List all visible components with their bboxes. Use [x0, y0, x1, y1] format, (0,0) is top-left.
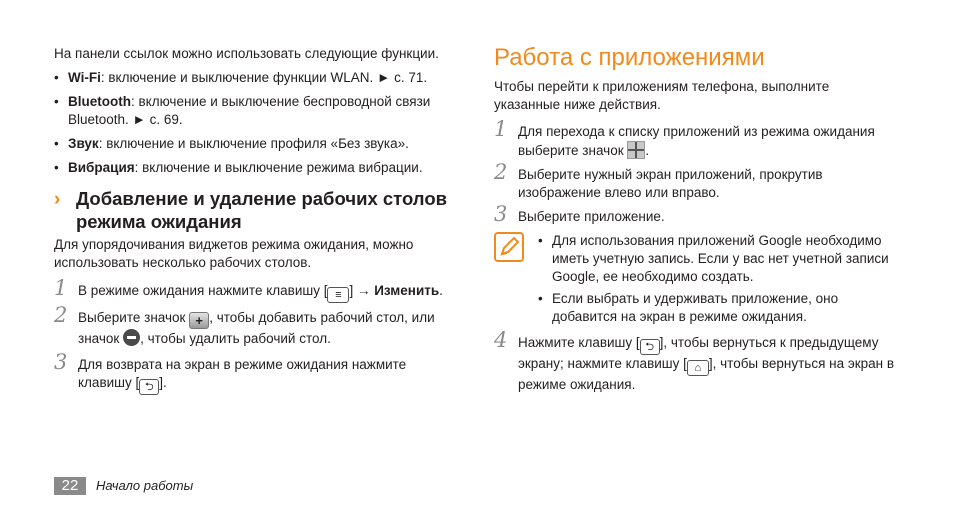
- list-item: [54, 135, 459, 153]
- menu-key-icon: ≡: [327, 287, 349, 303]
- left-intro: На панели ссылок можно использовать следующие функции.: [54, 46, 439, 61]
- term: Wi-Fi: [68, 70, 101, 85]
- description: : включение и выключение функции WLAN. ► с. 71.: [100, 70, 428, 85]
- section-heading: [54, 187, 459, 233]
- right-step-4: [494, 328, 904, 394]
- term: Bluetooth: [68, 94, 131, 109]
- step-2: [494, 160, 899, 202]
- step-text: Для перехода к списку приложений из режима ожидания выберите значок: [518, 124, 875, 158]
- step-number: 3: [54, 350, 68, 374]
- list-item: [54, 69, 459, 87]
- step-text: ].: [159, 375, 167, 390]
- step-text: .: [439, 283, 443, 298]
- right-steps-1-3: [494, 117, 899, 226]
- pencil-icon: [496, 234, 522, 260]
- note-icon: [494, 232, 524, 262]
- step-text: .: [645, 143, 650, 158]
- apps-grid-icon: [627, 141, 645, 159]
- step-4: [494, 328, 904, 394]
- step-text: Выберите значок: [78, 310, 190, 325]
- step-text: Нажмите клавишу [: [518, 335, 640, 350]
- add-desktop-icon: +: [189, 312, 209, 329]
- footer-section: Начало работы: [96, 478, 194, 493]
- right-intro: Чтобы перейти к приложениям телефона, выполните указанные ниже действия.: [494, 79, 830, 112]
- edit-option: Изменить: [374, 283, 440, 298]
- page-number: 22: [54, 477, 86, 495]
- list-item: • Для использования приложений Google необходимо иметь учетную запись. Если у вас нет учетной записи Google, ее необходимо создать.: [538, 232, 904, 286]
- section-intro: Для упорядочивания виджетов режима ожидания, можно использовать несколько рабочих столов.: [54, 237, 414, 270]
- step-text: ], чтобы вернуться к предыдущему экрану; нажмите клавишу [: [518, 335, 879, 371]
- step-1: [54, 276, 459, 303]
- step-2: [54, 303, 459, 348]
- step-3: [494, 202, 899, 226]
- remove-desktop-icon: [123, 329, 140, 346]
- step-number: 2: [494, 160, 508, 184]
- page-footer: [54, 477, 193, 495]
- step-text: ], чтобы вернуться на экран в режиме ожидания.: [518, 356, 895, 392]
- step-text: ] →: [349, 283, 375, 298]
- back-key-icon: ⮌: [139, 379, 159, 395]
- step-text: В режиме ожидания нажмите клавишу [: [78, 283, 328, 298]
- step-text: , чтобы удалить рабочий стол.: [140, 331, 331, 346]
- description: : включение и выключение режима вибрации.: [134, 160, 423, 175]
- section-heading-text: Добавление и удаление рабочих столов режима ожидания: [76, 188, 447, 232]
- quick-panel-functions-list: [54, 69, 459, 183]
- step-number: 1: [54, 276, 68, 300]
- step-text: Выберите нужный экран приложений, прокрутив изображение влево или вправо.: [518, 167, 823, 200]
- step-text: , чтобы добавить рабочий стол, или значок: [78, 310, 435, 346]
- page-title: Работа с приложениями: [494, 44, 765, 71]
- step-number: 3: [494, 202, 508, 226]
- list-item: [54, 159, 459, 177]
- left-steps: [54, 276, 459, 395]
- back-key-icon: ⮌: [640, 339, 660, 355]
- step-1: [494, 117, 899, 160]
- step-text: Для возврата на экран в режиме ожидания нажмите клавишу [: [78, 357, 407, 390]
- home-key-icon: ⌂: [687, 360, 709, 376]
- step-number: 1: [494, 117, 508, 141]
- term: Вибрация: [68, 160, 135, 175]
- step-number: 4: [494, 328, 508, 352]
- description: : включение и выключение профиля «Без звука».: [98, 136, 409, 151]
- description: : включение и выключение беспроводной связи Bluetooth. ► с. 69.: [68, 94, 431, 127]
- note-list: [538, 232, 904, 330]
- list-item: • Если выбрать и удерживать приложение, оно добавится на экран в режиме ожидания.: [538, 290, 904, 326]
- chevron-right-icon: ›: [54, 189, 61, 210]
- step-text: Выберите приложение.: [518, 209, 665, 224]
- term: Звук: [68, 136, 99, 151]
- step-number: 2: [54, 303, 68, 327]
- step-3: [54, 350, 459, 395]
- list-item: [54, 93, 459, 129]
